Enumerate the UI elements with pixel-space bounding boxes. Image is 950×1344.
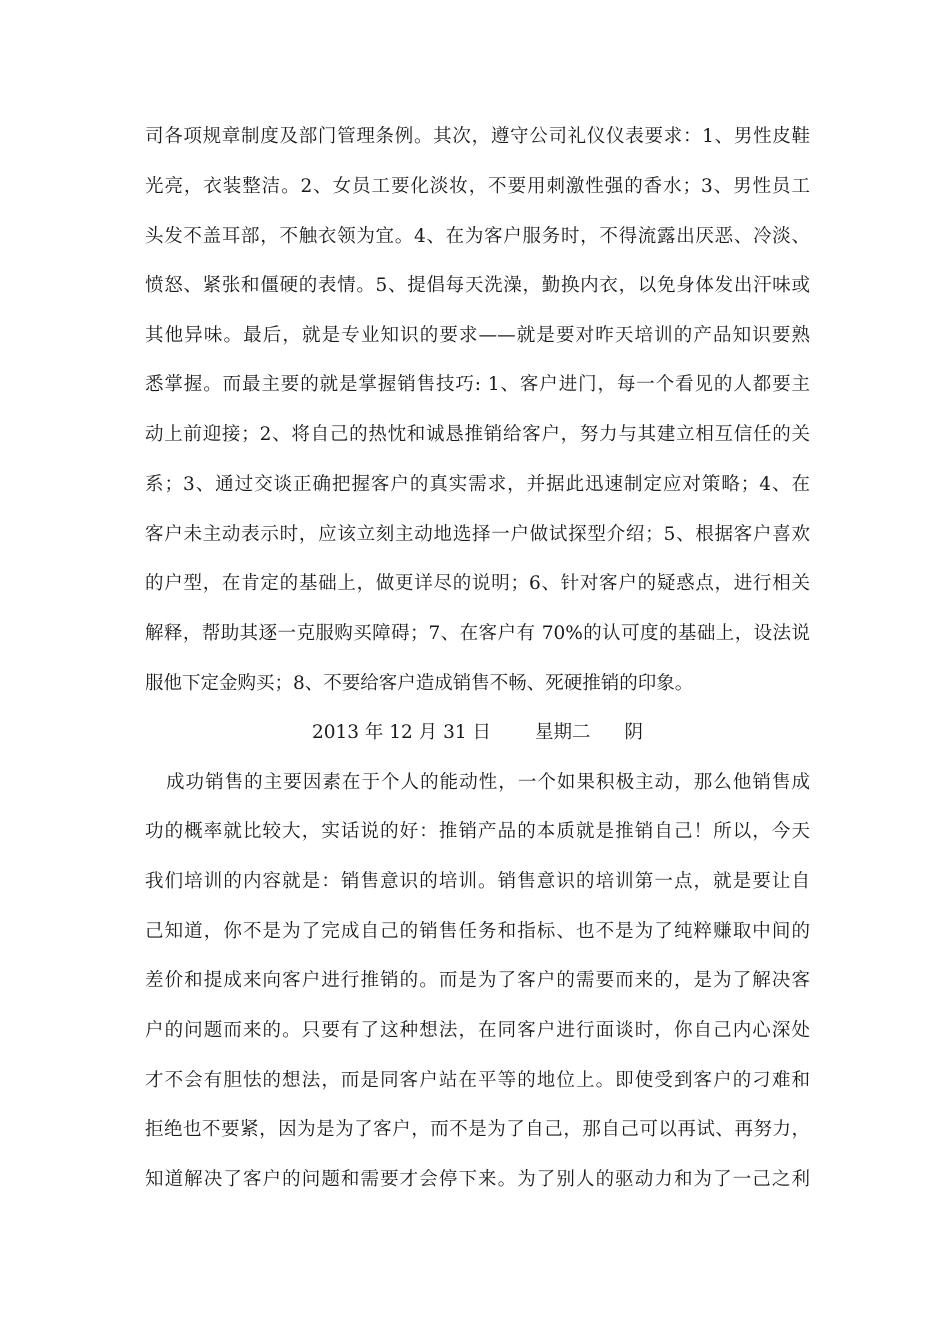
paragraph-line: 的户型，在肯定的基础上，做更详尽的说明；6、针对客户的疑惑点，进行相关	[145, 573, 810, 594]
paragraph-line: 拒绝也不要紧，因为是为了客户，而不是为了自己，那自己可以再试、再努力，	[145, 1119, 810, 1140]
paragraph-line: 我们培训的内容就是：销售意识的培训。销售意识的培训第一点，就是要让自	[145, 871, 810, 892]
paragraph-line: 功的概率就比较大，实话说的好：推销产品的本质就是推销自己！所以，今天	[145, 821, 810, 842]
entry-weekday: 星期二	[535, 722, 591, 743]
paragraph-line: 差价和提成来向客户进行推销的。而是为了客户的需要而来的，是为了解决客	[145, 970, 810, 991]
entry-date-heading	[145, 718, 810, 748]
paragraph-line: 动上前迎接；2、将自己的热忱和诚恳推销给客户，努力与其建立相互信任的关	[145, 424, 810, 445]
paragraph-line: 客户未主动表示时，应该立刻主动地选择一户做试探型介绍；5、根据客户喜欢	[145, 524, 810, 545]
paragraph-line: 司各项规章制度及部门管理条例。其次，遵守公司礼仪仪表要求：1、男性皮鞋	[145, 126, 810, 147]
paragraph-line: 光亮，衣装整洁。2、女员工要化淡妆，不要用刺激性强的香水；3、男性员工	[145, 176, 810, 197]
entry-weather: 阴	[624, 722, 644, 743]
paragraph-line: 愤怒、紧张和僵硬的表情。5、提倡每天洗澡，勤换内衣，以免身体发出汗味或	[145, 275, 810, 296]
entry-date: 2013 年 12 月 31 日	[311, 722, 492, 743]
paragraph-line: 头发不盖耳部，不触衣领为宜。4、在为客户服务时，不得流露出厌恶、冷淡、	[145, 226, 810, 247]
paragraph-line: 其他异味。最后，就是专业知识的要求——就是要对昨天培训的产品知识要熟	[145, 325, 810, 346]
paragraph-line: 己知道，你不是为了完成自己的销售任务和指标、也不是为了纯粹赚取中间的	[145, 921, 810, 942]
paragraph-line: 悉掌握。而最主要的就是掌握销售技巧: 1、客户进门，每一个看见的人都要主	[145, 374, 810, 395]
paragraph-line: 才不会有胆怯的想法，而是同客户站在平等的地位上。即使受到客户的刁难和	[145, 1070, 810, 1091]
paragraph-line: 解释，帮助其逐一克服购买障碍；7、在客户有 70%的认可度的基础上，设法说	[145, 623, 810, 644]
paragraph-line: 成功销售的主要因素在于个人的能动性，一个如果积极主动，那么他销售成	[166, 772, 810, 793]
paragraph-line: 系；3、通过交谈正确把握客户的真实需求，并据此迅速制定应对策略；4、在	[145, 474, 810, 495]
paragraph-line: 知道解决了客户的问题和需要才会停下来。为了别人的驱动力和为了一己之利	[145, 1169, 810, 1190]
paragraph-line: 户的问题而来的。只要有了这种想法，在同客户进行面谈时，你自己内心深处	[145, 1020, 810, 1041]
paragraph-line: 服他下定金购买；8、不要给客户造成销售不畅、死硬推销的印象。	[145, 673, 694, 694]
